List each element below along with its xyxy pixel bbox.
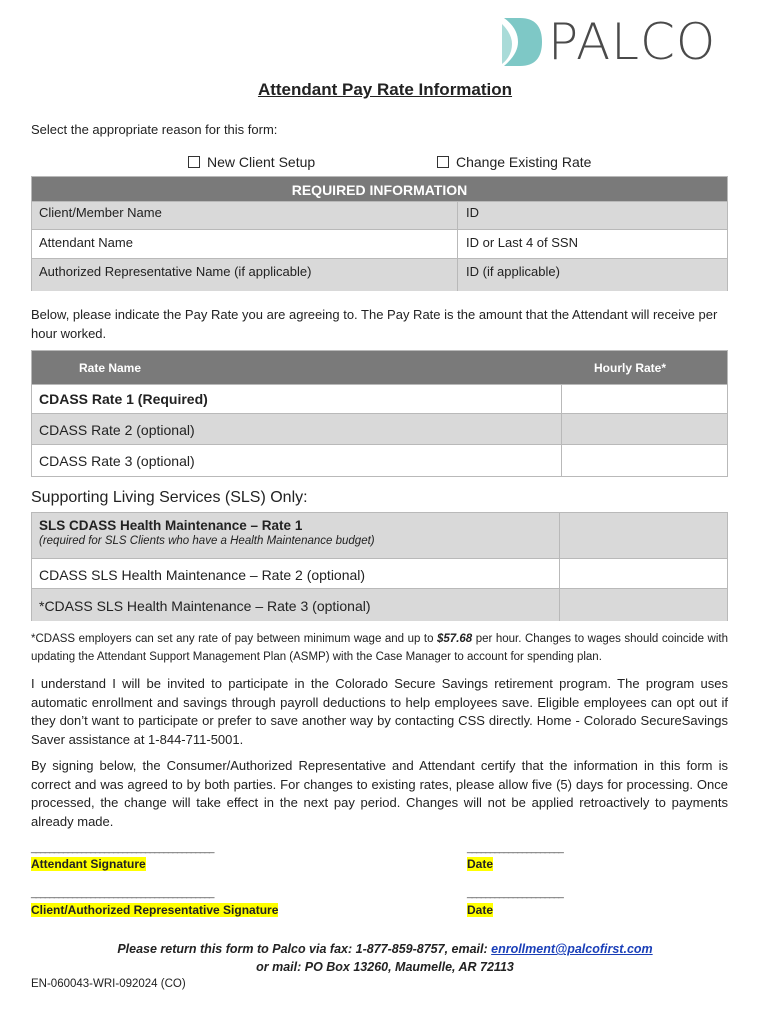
rate-3-label: CDASS Rate 3 (optional) (39, 453, 195, 469)
logo-text: PALCO (548, 13, 717, 71)
required-row-client (32, 201, 727, 229)
palco-logo-icon (498, 14, 546, 70)
representative-name-label: Authorized Representative Name (if applicable) (39, 264, 312, 279)
option-change-rate-label: Change Existing Rate (456, 154, 592, 170)
representative-date-line[interactable]: _____________________ (467, 888, 563, 899)
attendant-name-label: Attendant Name (39, 235, 133, 250)
sls-heading: Supporting Living Services (SLS) Only: (31, 489, 308, 506)
required-row-attendant (32, 229, 727, 258)
rate-1-label: CDASS Rate 1 (Required) (39, 391, 208, 407)
attendant-id-label: ID or Last 4 of SSN (466, 235, 578, 250)
checkbox-new-client[interactable] (188, 156, 200, 168)
return-line-2: or mail: PO Box 13260, Maumelle, AR 72113 (256, 960, 514, 974)
sls-rate-1-note: (required for SLS Clients who have a Health Maintenance budget) (39, 535, 375, 547)
col-hourly-rate: Hourly Rate* (594, 361, 667, 375)
required-info-table (31, 176, 728, 291)
checkbox-change-rate[interactable] (437, 156, 449, 168)
representative-id-label: ID (if applicable) (466, 264, 560, 279)
rate-footnote (31, 630, 728, 666)
attendant-id-field[interactable] (457, 230, 727, 258)
sls-row-1 (32, 513, 727, 558)
sls-table (31, 512, 728, 621)
attendant-date-line[interactable]: _____________________ (467, 843, 563, 854)
client-name-label: Client/Member Name (39, 205, 162, 220)
attendant-signature-line[interactable]: ________________________________________ (31, 843, 214, 854)
rate-row-3 (32, 444, 727, 477)
option-new-client-label: New Client Setup (207, 154, 316, 170)
email-link[interactable]: enrollment@palcofirst.com (491, 942, 653, 956)
return-line-1 (0, 940, 770, 958)
attendant-date-label: Date (467, 857, 494, 871)
sls-rate-1-label (32, 513, 559, 558)
rate-1-input[interactable] (561, 385, 727, 413)
option-new-client[interactable] (188, 154, 315, 170)
rate-2-input[interactable] (561, 414, 727, 444)
sls-rate-1-title: SLS CDASS Health Maintenance – Rate 1 (39, 518, 303, 533)
rate-table-header (32, 351, 727, 384)
sls-row-3 (32, 588, 727, 621)
rate-2-label: CDASS Rate 2 (optional) (39, 422, 195, 438)
palco-logo (498, 12, 728, 72)
footnote-amount: $57.68 (437, 633, 473, 645)
client-id-label: ID (466, 205, 479, 220)
sls-rate-2-label: CDASS SLS Health Maintenance – Rate 2 (optional) (39, 567, 366, 583)
return-instructions (0, 940, 770, 976)
sls-rate-1-input[interactable] (559, 513, 727, 558)
rate-row-2 (32, 413, 727, 444)
representative-id-field[interactable] (457, 259, 727, 291)
representative-signature-line[interactable]: ________________________________________ (31, 888, 214, 899)
sls-rate-3-input[interactable] (559, 589, 727, 621)
required-row-representative (32, 258, 727, 291)
footnote-text-before: *CDASS employers can set any rate of pay between minimum wage and up to (31, 633, 438, 645)
sls-row-2 (32, 558, 727, 588)
rate-row-1 (32, 384, 727, 413)
certification-text: By signing below, the Consumer/Authorized Representative and Attendant certify that the information in this form is correct and was agreed to by both parties. For changes to existing rates, please allow five (5) days for processing. Once processed, the change will take effect in the next pay period. Changes will not be applied retroactively to payments already made. (31, 758, 728, 829)
attendant-name-field[interactable] (32, 230, 457, 258)
page-title: Attendant Pay Rate Information (257, 80, 513, 99)
option-change-rate[interactable] (437, 154, 591, 170)
client-id-field[interactable] (457, 202, 727, 229)
return-fax-text: Please return this form to Palco via fax: 1-877-859-8757, email: (117, 942, 492, 956)
representative-signature-label: Client/Authorized Representative Signature (31, 903, 279, 917)
required-info-header: REQUIRED INFORMATION (32, 177, 727, 201)
attendant-signature-label: Attendant Signature (31, 857, 146, 871)
representative-name-field[interactable] (32, 259, 457, 291)
pay-rate-instructions: Below, please indicate the Pay Rate you are agreeing to. The Pay Rate is the amount that the Attendant will receive per hour worked. (31, 307, 718, 341)
col-rate-name: Rate Name (79, 361, 142, 375)
rate-table (31, 350, 728, 477)
form-code: EN-060043-WRI-092024 (CO) (31, 978, 186, 990)
sls-rate-2-input[interactable] (559, 559, 727, 588)
reason-prompt: Select the appropriate reason for this form: (31, 122, 278, 137)
savings-program-text: I understand I will be invited to participate in the Colorado Secure Savings retirement program. The program uses automatic enrollment and savings through payroll deductions to help employees save. Eligible employees can opt out if they don’t want to participate or prefer to save another way by contacting CSS directly. Home - Colorado SecureSavings Saver assistance at 1-844-711-5001. (31, 676, 728, 747)
representative-date-label: Date (467, 903, 494, 917)
rate-3-input[interactable] (561, 445, 727, 477)
client-name-field[interactable] (32, 202, 457, 229)
sls-rate-3-label: *CDASS SLS Health Maintenance – Rate 3 (optional) (39, 598, 371, 614)
footnote-text-after: per hour. Changes to wages should coincide with updating the Attendant Support Management Plan (ASMP) with the Case Manager to account for spending plan. (31, 633, 728, 663)
